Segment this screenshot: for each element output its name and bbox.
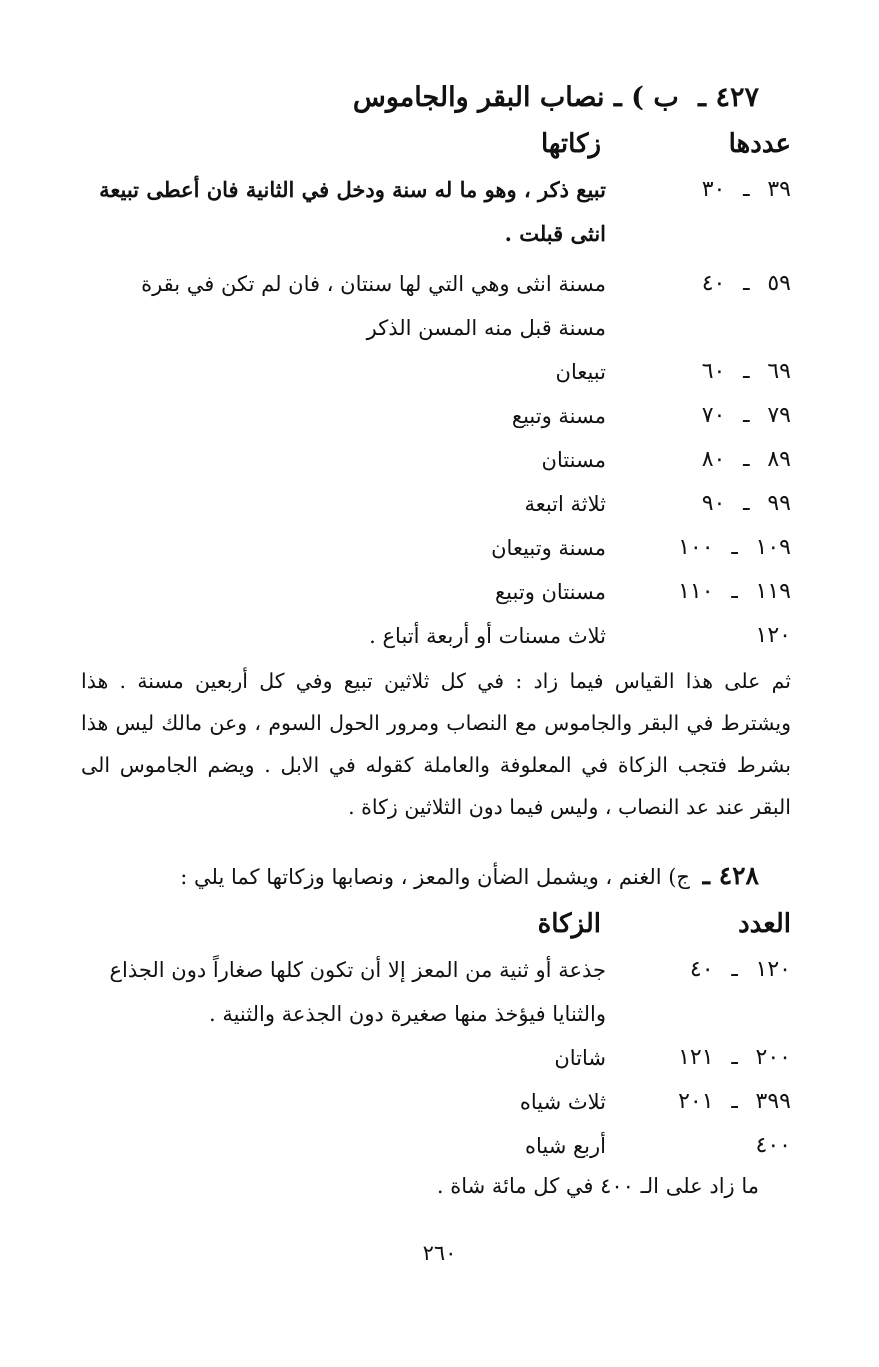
zakat-cell: ثلاث مسنات أو أربعة أتباع . (369, 624, 606, 648)
range-cell: ١٠٩ـ١٠٠ (678, 535, 791, 560)
table-row (81, 438, 791, 482)
section-427-number: ٤٢٧ ـ (698, 82, 759, 113)
zakat-cell: مسنة وتبيعان (491, 536, 606, 560)
range-cell: ٦٩ـ٦٠ (701, 359, 791, 384)
zakat-cell: ثلاثة اتبعة (524, 492, 606, 516)
range-cell: ٧٩ـ٧٠ (701, 403, 791, 428)
section-428-heading (99, 856, 759, 897)
range-cell: ٤٠٠ (755, 1133, 791, 1158)
table-row (81, 262, 791, 350)
range-cell: ١٢٠ (755, 623, 791, 648)
table-427 (81, 168, 791, 658)
table-row (81, 614, 791, 658)
zakat-cell: مسنتان (541, 448, 606, 472)
table-428 (81, 948, 791, 1168)
table-row (81, 1036, 791, 1080)
table-row (81, 526, 791, 570)
section-428-note: ما زاد على الـ ٤٠٠ في كل مائة شاة . (436, 1174, 759, 1198)
table-row (81, 1124, 791, 1168)
zakat-cell: شاتان (554, 1046, 606, 1070)
zakat-cell: تبيع ذكر ، وهو ما له سنة ودخل في الثانية فان أعطى تبيعة انثى قبلت . (99, 177, 606, 246)
zakat-cell: ثلاث شياه (519, 1090, 606, 1114)
table-row (81, 948, 791, 1036)
zakat-cell: جذعة أو ثنية من المعز إلا أن تكون كلها صغاراً دون الجذاع والثنايا فيؤخذ منها صغيرة دون الجذعة والثنية . (109, 958, 606, 1026)
section-428-title: ج) الغنم ، ويشمل الضأن والمعز ، ونصابها وزكاتها كما يلي : (180, 865, 690, 889)
page-number: ٢٦٠ (422, 1241, 457, 1265)
zakat-cell: مسنتان وتبيع (495, 580, 606, 604)
zakat-cell: مسنة انثى وهي التي لها سنتان ، فان لم تكن في بقرة مسنة قبل منه المسن الذكر (141, 272, 606, 340)
table-row (81, 570, 791, 614)
range-cell: ١٢٠ـ٤٠ (689, 957, 791, 982)
col-header-count-428: العدد (738, 909, 791, 939)
section-427-heading (59, 78, 759, 118)
range-cell: ٣٩٩ـ٢٠١ (678, 1089, 791, 1114)
table-row (81, 394, 791, 438)
range-cell: ٥٩ـ٤٠ (701, 271, 791, 296)
zakat-cell: تبيعان (555, 360, 606, 384)
section-428-number: ٤٢٨ ـ (702, 861, 759, 890)
table-row (81, 168, 791, 256)
range-cell: ٨٩ـ٨٠ (701, 447, 791, 472)
table-row (81, 350, 791, 394)
range-cell: ٢٠٠ـ١٢١ (678, 1045, 791, 1070)
zakat-cell: مسنة وتبيع (511, 404, 606, 428)
table-row (81, 482, 791, 526)
zakat-cell: أربع شياه (524, 1134, 606, 1158)
section-427-paragraph: ثم على هذا القياس فيما زاد : في كل ثلاثين تبيع وفي كل أربعين مسنة . هذا ويشترط في البقر والجاموس مع النصاب ومرور الحول السوم ، وعن مالك ليس هذا بشرط فتجب الزكاة في المعلوفة والعاملة كقوله في الابل . ويضم الجاموس الى البقر عند عد النصاب ، وليس فيما دون الثلاثين زكاة . (81, 669, 791, 819)
col-header-zakat-428: الزكاة (537, 909, 601, 939)
col-header-zakat-427: زكاتها (541, 129, 601, 159)
range-cell: ١١٩ـ١١٠ (678, 579, 791, 604)
range-cell: ٣٩ـ٣٠ (701, 177, 791, 202)
table-row (81, 1080, 791, 1124)
col-header-count-427: عددها (728, 129, 791, 159)
section-427-title: ب ) ـ نصاب البقر والجاموس (352, 82, 679, 113)
range-cell: ٩٩ـ٩٠ (701, 491, 791, 516)
